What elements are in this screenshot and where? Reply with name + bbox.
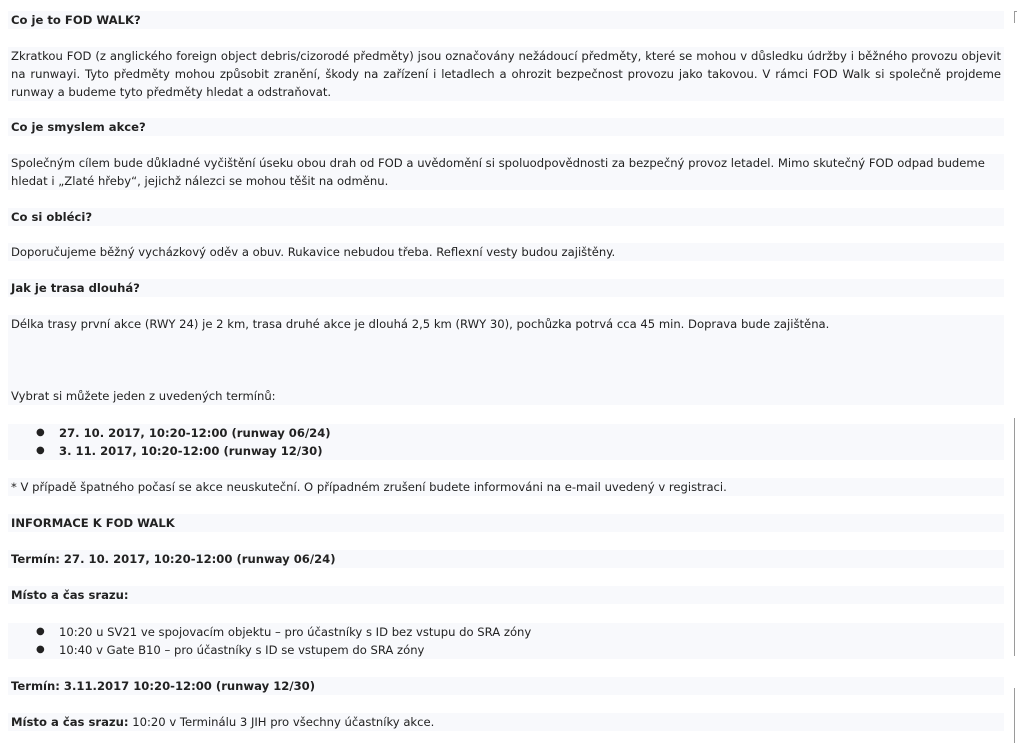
meeting-2-paragraph bbox=[8, 713, 1004, 731]
paragraph-weather-note: * V případě špatného počasí se akce neuskuteční. O případném zrušení budete informováni na e-mail uvedený v registraci. bbox=[8, 478, 1004, 496]
heading-purpose: Co je smyslem akce? bbox=[8, 118, 1004, 136]
paragraph-fod-definition: Zkratkou FOD (z anglického foreign object debris/cizorodé předměty) jsou označovány nežádoucí předměty, které se mohou v důsledku údržby i běžného provozu objevit na runwayi. Tyto předměty mohou způsobit zranění, škody na zařízení i letadlech a ohrozit bezpečnost provozu jako takovou. V rámci FOD Walk si společně projdeme runway a budeme tyto předměty hledat a odstraňovat. bbox=[8, 47, 1004, 101]
list-item-meeting-1 bbox=[8, 623, 1004, 641]
bullet-icon: ● bbox=[36, 427, 45, 438]
meeting-label-1: Místo a čas srazu: bbox=[8, 586, 1004, 604]
text-boundary-mark-middle bbox=[1014, 418, 1015, 656]
term-1-heading: Termín: 27. 10. 2017, 10:20-12:00 (runway 06/24) bbox=[8, 550, 1004, 568]
empty-spacer bbox=[8, 333, 1004, 387]
meeting-1-text: 10:20 u SV21 ve spojovacím objektu – pro účastníky s ID bez vstupu do SRA zóny bbox=[59, 625, 532, 639]
list-item-date-1 bbox=[8, 424, 1004, 442]
meeting-2-text: 10:40 v Gate B10 – pro účastníky s ID se vstupem do SRA zóny bbox=[59, 643, 425, 657]
bullet-icon: ● bbox=[36, 644, 45, 655]
meeting-label-2: Místo a čas srazu: bbox=[11, 715, 129, 729]
bullet-icon: ● bbox=[36, 445, 45, 456]
text-boundary-mark-top bbox=[1014, 11, 1015, 23]
term-2-heading: Termín: 3.11.2017 10:20-12:00 (runway 12/30) bbox=[8, 677, 1004, 695]
paragraph-choose-date: Vybrat si můžete jeden z uvedených termínů: bbox=[8, 387, 1004, 405]
bullet-icon: ● bbox=[36, 626, 45, 637]
text-boundary-mark-bottom bbox=[1014, 688, 1015, 743]
list-item-date-2 bbox=[8, 442, 1004, 460]
paragraph-what-to-wear: Doporučujeme běžný vycházkový oděv a obuv. Rukavice nebudou třeba. Reflexní vesty budou zajištěny. bbox=[8, 243, 1004, 261]
heading-what-is-fod-walk: Co je to FOD WALK? bbox=[8, 11, 1004, 29]
paragraph-route-length: Délka trasy první akce (RWY 24) je 2 km, trasa druhé akce je dlouhá 2,5 km (RWY 30), pochůzka potrvá cca 45 min. Doprava bude zajištěna. bbox=[8, 315, 1004, 333]
date-1-text: 27. 10. 2017, 10:20-12:00 (runway 06/24) bbox=[59, 426, 331, 440]
heading-info-fod-walk: INFORMACE K FOD WALK bbox=[8, 514, 1004, 532]
list-item-meeting-2 bbox=[8, 641, 1004, 659]
paragraph-purpose: Společným cílem bude důkladné vyčištění úseku obou drah od FOD a uvědomění si spoluodpovědnosti za bezpečný provoz letadel. Mimo skutečný FOD odpad budeme hledat i „Zlaté hřeby“, jejichž nálezci se mohou těšit na odměnu. bbox=[8, 154, 1004, 190]
meeting-2-detail: 10:20 v Terminálu 3 JIH pro všechny účastníky akce. bbox=[128, 715, 435, 729]
heading-what-to-wear: Co si obléci? bbox=[8, 208, 1004, 226]
date-2-text: 3. 11. 2017, 10:20-12:00 (runway 12/30) bbox=[59, 444, 323, 458]
heading-route-length: Jak je trasa dlouhá? bbox=[8, 279, 1004, 297]
